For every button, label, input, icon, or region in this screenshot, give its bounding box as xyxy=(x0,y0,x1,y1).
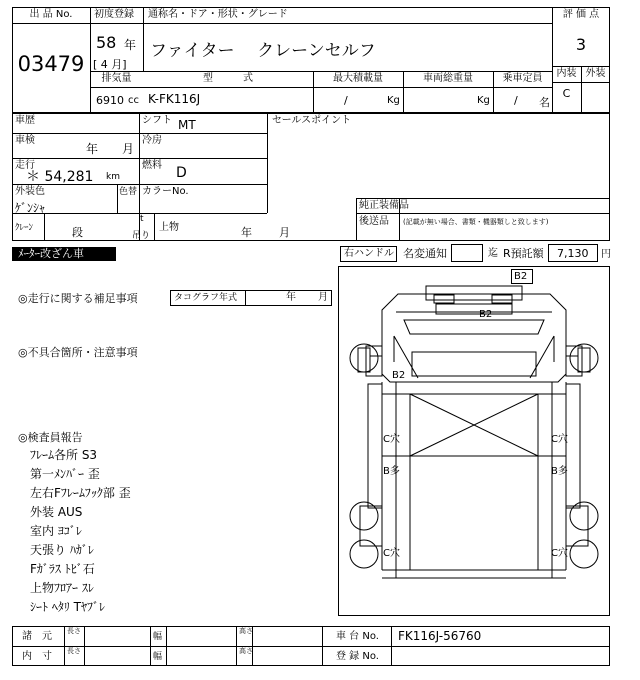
driving-label: ◎走行に関する補足事項 xyxy=(18,292,138,305)
damage-mark: C穴 xyxy=(551,548,568,559)
chassis-label: 車 台 No. xyxy=(336,631,379,642)
mileage-unit: km xyxy=(106,172,120,182)
car-name: ファイター クレーンセルフ xyxy=(150,41,376,61)
rhd-label: 右ハンドル xyxy=(344,248,394,259)
exterior-label: 外装 xyxy=(585,68,606,79)
capacity-label: 乗車定員 xyxy=(502,73,543,84)
gross-unit: Kg xyxy=(477,95,490,106)
mileage-value: ＊ 54,281 xyxy=(26,169,94,185)
color-label: 外装色 xyxy=(15,186,45,197)
height-label: 高さ xyxy=(239,627,253,635)
defect-label: ◎不具合箇所・注意事項 xyxy=(18,346,138,359)
grade-label: 評 価 点 xyxy=(562,9,600,20)
truck-diagram xyxy=(338,266,610,616)
model-value: K-FK116J xyxy=(148,92,201,106)
damage-mark: B多 xyxy=(383,466,400,477)
reg-label: 登 録 No. xyxy=(336,651,379,662)
year-unit: 年 xyxy=(124,38,137,52)
length-label: 長さ xyxy=(67,627,81,635)
first-reg-month: [ 4 月] xyxy=(93,58,127,71)
shift-label: シフト xyxy=(142,115,172,126)
width-label: 幅 xyxy=(153,652,163,662)
inspector-line: ﾌﾚｰﾑ各所 S3 xyxy=(30,448,98,462)
color-no-label: カラーNo. xyxy=(142,186,189,197)
rear-label: 後送品 xyxy=(359,216,389,227)
recycle-label: R預託額 xyxy=(503,247,544,260)
inspector-label: ◎検査員報告 xyxy=(18,431,83,444)
crane-stage: 段 xyxy=(72,226,83,239)
inspector-line: 天張り ﾊｶﾞﾚ xyxy=(30,543,94,557)
interior-label: 内装 xyxy=(556,68,577,79)
tacho-year: 年 xyxy=(286,292,296,303)
fuel-label: 燃料 xyxy=(142,160,162,171)
dims-label: 諸 元 xyxy=(22,631,52,642)
rear-note: (記載が無い場合、書類・機器類しと致します) xyxy=(403,218,549,226)
inspection-year: 年 xyxy=(86,142,99,156)
shift-value: MT xyxy=(178,118,196,132)
inspection-month: 月 xyxy=(122,142,135,156)
inner-label: 内 寸 xyxy=(22,651,52,662)
sales-point-label: セールスポイント xyxy=(272,115,352,126)
damage-mark: C穴 xyxy=(383,434,400,445)
height-label: 高さ xyxy=(239,647,253,655)
body-label: 上物 xyxy=(159,222,179,233)
damage-mark: B2 xyxy=(479,309,493,320)
color-value: ｹﾞﾝｼｬ xyxy=(15,201,46,215)
inspector-line: Fｶﾞﾗｽ ﾄﾋﾞ石 xyxy=(30,562,95,576)
genuine-label: 純正装備品 xyxy=(359,200,409,211)
first-reg-year: 58 xyxy=(96,33,117,52)
inspector-line: 上物ﾌﾛｱｰ ｽﾚ xyxy=(30,581,94,595)
max-load-label: 最大積載量 xyxy=(333,73,383,84)
name-change-box xyxy=(451,244,483,262)
model-label: 型 式 xyxy=(203,73,253,84)
damage-mark: C穴 xyxy=(383,548,400,559)
recycle-unit: 円 xyxy=(601,249,611,260)
inspector-line: 室内 ﾖｺﾞﾚ xyxy=(30,524,82,538)
max-load-value: / xyxy=(344,94,348,107)
displacement-value: 6910 xyxy=(96,94,124,107)
damage-mark: B多 xyxy=(551,466,568,477)
damage-mark: B2 xyxy=(514,271,528,282)
gross-label: 車両総重量 xyxy=(423,73,473,84)
first-reg-label: 初度登録 xyxy=(94,9,134,20)
inspection-label: 車検 xyxy=(15,135,35,146)
crane-hook: 吊り xyxy=(132,231,151,241)
crane-label: ｸﾚｰﾝ xyxy=(15,223,34,233)
body-year: 年 xyxy=(241,226,252,239)
ac-label: 冷房 xyxy=(142,135,162,146)
fuel-value: D xyxy=(176,165,187,181)
max-load-unit: Kg xyxy=(387,95,400,106)
inspector-line: ｼｰﾄ ﾍﾀﾘ Tﾔﾌﾞﾚ xyxy=(30,600,105,614)
grade-value: 3 xyxy=(575,35,587,54)
capacity-unit: 名 xyxy=(539,96,550,109)
tacho-label: タコグラフ年式 xyxy=(174,293,238,303)
inspector-line: 左右Fﾌﾚｰﾑﾌｯｸ部 歪 xyxy=(30,486,131,500)
damage-mark: C穴 xyxy=(551,434,568,445)
ryo-label: 迄 xyxy=(488,248,498,259)
damage-mark: B2 xyxy=(392,370,406,381)
name-change-label: 名変通知 xyxy=(403,247,447,260)
recycle-value: 7,130 xyxy=(557,247,589,260)
history-label: 車歴 xyxy=(15,115,35,126)
body-month: 月 xyxy=(279,226,290,239)
interior-value: C xyxy=(562,87,571,100)
lot-label: 出 品 No. xyxy=(29,9,73,20)
name-label: 通称名・ドア・形状・グレード xyxy=(148,9,288,20)
mileage-label: 走行 xyxy=(15,160,35,171)
chassis-value: FK116J-56760 xyxy=(398,629,482,643)
capacity-value: / xyxy=(514,94,518,107)
lot-number: 03479 xyxy=(17,52,85,76)
inspector-line: 外装 AUS xyxy=(30,505,83,519)
inspector-line: 第一ﾒﾝﾊﾞｰ 歪 xyxy=(30,467,100,481)
displacement-label: 排気量 xyxy=(101,73,132,84)
crane-t: t xyxy=(140,214,144,224)
tacho-month: 月 xyxy=(318,292,328,303)
color-type-label: 色替 xyxy=(119,187,138,197)
displacement-unit: cc xyxy=(128,95,139,106)
length-label: 長さ xyxy=(67,647,81,655)
meter-tampered-label: ﾒｰﾀｰ改ざん車 xyxy=(18,247,84,260)
width-label: 幅 xyxy=(153,632,163,642)
